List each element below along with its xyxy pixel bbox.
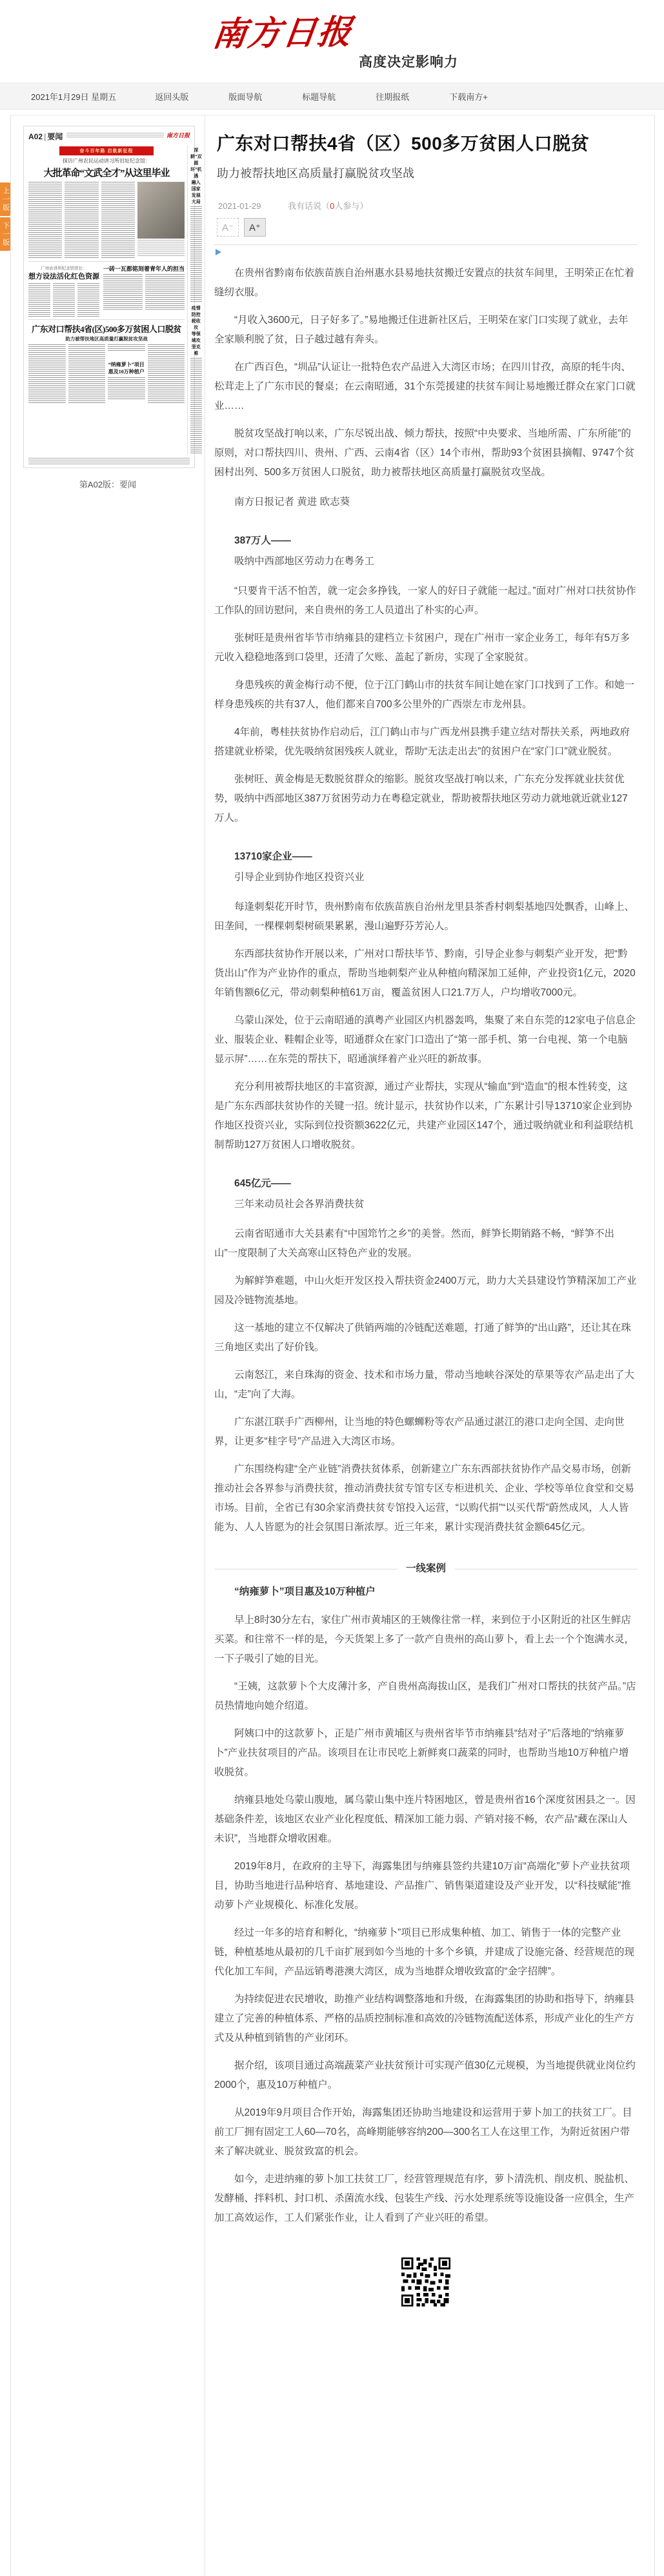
newspaper-logo: 南方日报 xyxy=(210,12,356,54)
preview-text-block xyxy=(148,344,185,404)
preview-headline-4-sub: 助力被帮扶地区高质量打赢脱贫攻坚战 xyxy=(65,336,148,342)
nav-links xyxy=(155,90,528,103)
preview-headline-4: 广东对口帮扶4省(区)500多万贫困人口脱贫 xyxy=(32,324,181,334)
page-caption: 第A02版：要闻 xyxy=(79,480,137,489)
prev-page-tab[interactable]: 上一版 xyxy=(0,182,11,216)
preview-headline-5: “纳雍萝卜”项目惠及10万种植户 xyxy=(108,362,145,375)
article-title: 广东对口帮扶4省（区）500多万贫困人口脱贫 xyxy=(217,133,590,153)
qr-code-area xyxy=(214,2257,638,2306)
article-p: 这一基地的建立不仅解决了供销两端的冷链配送难题，打通了鲜笋的“出山路”，还让其在珠三角地区卖出了好价钱。 xyxy=(214,1322,631,1353)
preview-right-headline: 深耕“双循环”机遇 融入国家发展大局 xyxy=(190,148,202,204)
preview-red-banner: 奋斗百年路 启航新征程 xyxy=(59,146,153,155)
nav-link[interactable]: 往期报纸 xyxy=(376,92,410,102)
article-p: 张树旺、黄金梅是无数脱贫群众的缩影。脱贫攻坚战打响以来，广东充分发挥就业扶贫优势，吸纳中西部地区387万贫困劳动力在粤稳定就业，帮助被帮扶地区劳动力就地就近就业127万人。 xyxy=(214,774,628,823)
preview-text-block xyxy=(28,283,50,317)
article-p: 广东围绕构建“全产业链”消费扶贫体系，创新建立广东东西部扶贫协作产品交易市场，创新推动社会各界参与消费扶贫，推动消费扶贫专馆专区专柜进机关、企业、学校等单位食堂和交易市场。目前，全省已有30余家消费扶贫专馆投入运营，“以购代捐”“以买代帮”蔚然成风，人人皆能为、人人皆愿为的社会氛围日渐浓厚。近三年来，累计实现消费扶贫金额645亿元。 xyxy=(214,1464,635,1533)
preview-right-column xyxy=(187,145,202,455)
preview-text-block xyxy=(103,274,143,310)
article-p: 据介绍，该项目通过高端蔬菜产业扶贫预计可实现产值30亿元规模，为当地提供就业岗位约2000个，惠及10万种植户。 xyxy=(214,2060,636,2090)
article-h: 387万人—— xyxy=(234,535,291,546)
article-p: 经过一年多的培育和孵化，“纳雍萝卜”项目已形成集种植、加工、销售于一体的完整产业链，种植基地从最初的几千亩扩展到如今当地的十多个乡镇，并建成了设施完备、经营规范的现代化加工车间，产品远销粤港澳大湾区，成为当地群众增收致富的“金字招牌”。 xyxy=(214,1927,635,1977)
article-divider xyxy=(214,244,638,245)
preview-text-block xyxy=(77,283,99,317)
article-p: 充分利用被帮扶地区的丰富资源，通过产业帮扶，实现从“输血”到“造血”的根本性转变，这是广东东西部扶贫协作的关键一招。统计显示，扶贫协作以来，广东累计引导13710家企业到协作地区投资兴业，实际到位投资额3622亿元，共建产业园区147个，通过吸纳就业和利益联结机制帮助127万贫困人口增收脱贫。 xyxy=(214,1081,634,1150)
article-meta xyxy=(218,199,638,211)
sidebar xyxy=(11,115,205,2576)
comment-count: 0 xyxy=(330,201,335,211)
article-p: 脱贫攻坚战打响以来，广东尽锐出战、倾力帮扶，按照“中央要求、当地所需、广东所能”的原则，对口帮扶四川、贵州、广西、云南4省（区）14个市州，帮助93个贫困县摘帽、9747个贫困村出列、500多万贫困人口脱贫，助力被帮扶地区高质量打赢脱贫攻坚战。 xyxy=(214,428,635,478)
logo-tagline: 高度决定影响力 xyxy=(359,55,458,70)
preview-mini-logo: 南方日报 xyxy=(166,133,190,139)
article-sub: 三年来动员社会各界消费扶贫 xyxy=(234,1199,365,1210)
nav-link[interactable]: 版面导航 xyxy=(228,92,263,102)
article-p: 在贵州省黔南布依族苗族自治州惠水县易地扶贫搬迁安置点的扶贫车间里，王明荣正在忙着缝纫衣服。 xyxy=(214,268,635,298)
article-date: 2021-01-29 xyxy=(218,201,261,211)
preview-headline-3: 一砖一瓦都铭刻着青年人的担当 xyxy=(103,266,185,272)
preview-text-block xyxy=(65,182,98,258)
article-p: 为解鲜笋难题，中山火炬开发区投入帮扶资金2400万元，助力大关县建设竹笋精深加工产业园及冷链物流基地。 xyxy=(214,1275,637,1306)
article xyxy=(205,115,654,2576)
article-p: 阿姨口中的这款萝卜，正是广州市黄埔区与贵州省毕节市纳雍县“结对子”后落地的“纳雍萝卜”产业扶贫项目的产品。该项目在让市民吃上新鲜爽口蔬菜的同时，也帮助当地10万种植户增收脱贫。 xyxy=(214,1728,629,1778)
preview-text-block xyxy=(53,283,75,317)
article-p: 云南怒江，来自珠海的资金、技术和市场力量，带动当地峡谷深处的草果等农产品走出了大山，“走”向了大海。 xyxy=(214,1370,635,1400)
article-subtitle: 助力被帮扶地区高质量打赢脱贫攻坚战 xyxy=(217,167,414,180)
preview-text-block xyxy=(68,344,106,404)
article-sub: 吸纳中西部地区劳动力在粤务工 xyxy=(234,556,375,567)
article-h: 13710家企业—— xyxy=(234,851,312,862)
article-sub: 引导企业到协作地区投资兴业 xyxy=(234,872,365,883)
article-p: 乌蒙山深处，位于云南昭通的滇粤产业园区内机器轰鸣，集聚了来自东莞的12家电子信息企业、服装企业、鞋帽企业等，昭通群众在家门口造出了“第一部手机、第一台电视、第一个电脑显示屏”……在东莞的帮扶下，昭通演绎着产业兴旺的新故事。 xyxy=(214,1015,636,1065)
preview-footer-lines xyxy=(28,458,190,464)
font-size-controls xyxy=(217,218,638,237)
article-byline: 南方日报记者 黄进 欧志葵 xyxy=(234,497,350,507)
preview-photo xyxy=(137,182,185,239)
newspaper-page xyxy=(24,126,202,467)
content-container xyxy=(10,115,655,2576)
article-casetitle: “纳雍萝卜”项目惠及10万种植户 xyxy=(234,1586,376,1597)
article-p: 云南省昭通市大关县素有“中国筇竹之乡”的美誉。然而，鲜笋长期销路不畅，“鲜笋不出山”一度限制了大关高寒山区特色产业的发展。 xyxy=(214,1228,614,1259)
article-p: “月收入3600元，日子好多了。”易地搬迁住进新社区后，王明荣在家门口实现了就业，去年全家顺利脱了贫，日子越过越有奔头。 xyxy=(214,315,629,345)
preview-right-headline-2: 疫情防控税收攻 等领域攻坚克难 xyxy=(191,306,201,356)
preview-text-block xyxy=(190,206,202,303)
nav-link[interactable]: 标题导航 xyxy=(302,92,336,102)
article-p: 每逢刺梨花开时节，贵州黔南布依族苗族自治州龙里县茶香村刺梨基地四处飘香，山峰上、田垄间，一棵棵刺梨树硕果累累，漫山遍野芬芳沁人。 xyxy=(214,901,635,932)
article-h: 645亿元—— xyxy=(234,1178,291,1189)
article-p: 广东湛江联手广西柳州，让当地的特色螺蛳粉等农产品通过湛江的港口走向全国、走向世界，让更多“桂字号”产品进入大湾区市场。 xyxy=(214,1417,625,1447)
preview-meta-lines xyxy=(66,133,164,138)
article-body xyxy=(214,264,638,2228)
blue-triangle-marker xyxy=(216,249,221,255)
preview-headline-2: 想方设法活化红色资源 xyxy=(28,273,99,280)
preview-kicker: 探访广州农民运动讲习所旧址纪念馆： xyxy=(63,158,150,164)
header xyxy=(0,0,664,83)
nav-date: 2021年1月29日 星期五 xyxy=(31,92,117,102)
article-p: 身患残疾的黄金梅行动不便，位于江门鹤山市的扶贫车间让她在家门口找到了工作。和她一样身患残疾的共有37人，他们都来自700多公里外的广西崇左市龙州县。 xyxy=(214,680,635,710)
article-p: “王姨，这款萝卜个大皮薄汁多，产自贵州高海拔山区，是我们广州对口帮扶的扶贫产品。”店员热情地向她介绍道。 xyxy=(214,1681,636,1711)
nav-bar xyxy=(0,83,664,110)
article-p: 在广西百色，“圳品”认证让一批特色农产品进入大湾区市场；在四川甘孜，高原的牦牛肉、松茸走上了广东市民的餐桌；在云南昭通，31个东莞援建的扶贫车间让易地搬迁群众在家门口就业…… xyxy=(214,362,636,411)
article-p: “只要肯干活不怕苦，就一定会多挣钱，一家人的好日子就能一起过。”面对广州对口扶贫协作工作队的回访慰问，来自贵州的务工人员道出了朴实的心声。 xyxy=(214,585,636,616)
article-p: 如今，走进纳雍的萝卜加工扶贫工厂，经营管理规范有序，萝卜清洗机、削皮机、脱盐机、发酵桶、拌料机、封口机、杀菌流水线、包装生产线、污水处理系统等设施设备一应俱全，生产加工高效运作，工人们紧张作业，让人看到了产业兴旺的希望。 xyxy=(214,2174,635,2223)
article-casehead: 一线案例 xyxy=(214,1559,638,1578)
font-smaller-button[interactable]: A⁻ xyxy=(217,218,239,237)
font-larger-button[interactable]: A⁺ xyxy=(244,218,266,237)
preview-text-block xyxy=(28,344,66,404)
preview-text-block xyxy=(190,358,202,455)
comment-link[interactable]: 我有话说（0人参与） xyxy=(288,201,368,211)
nav-link[interactable]: 返回头版 xyxy=(155,92,189,102)
nav-link[interactable]: 下载南方+ xyxy=(449,92,488,102)
preview-text-block xyxy=(28,182,62,258)
article-p: 4年前，粤桂扶贫协作启动后，江门鹤山市与广西龙州县携手建立结对帮扶关系，两地政府搭建就业桥梁，优先吸纳贫困残疾人就业，帮助“无法走出去”的贫困户在“家门口”就业脱贫。 xyxy=(214,727,630,757)
article-p: 2019年8月，在政府的主导下，海露集团与纳雍县签约共建10万亩“高端化”萝卜产业扶贫项目，协助当地进行品种培育、基地建设、产品推广、销售渠道建设及产业开发，以“科技赋能”推动萝卜产业规模化、标准化发展。 xyxy=(214,1861,631,1911)
article-p: 从2019年9月项目合作开始，海露集团还协助当地建设和运营用于萝卜加工的扶贫工厂。目前工厂拥有固定工人60—70名，高峰期能够容纳200—300名工人在这里工作，为附近贫困户带来了解决就业、脱贫致富的机会。 xyxy=(214,2107,632,2157)
preview-mid-kicker: 广州农讲所纪念馆馆长： xyxy=(41,266,87,271)
preview-text-block xyxy=(101,182,135,258)
preview-text-block xyxy=(145,274,185,310)
qr-code-icon xyxy=(401,2257,450,2306)
article-p: 纳雍县地处乌蒙山腹地，属乌蒙山集中连片特困地区，曾是贵州省16个深度贫困县之一。因基础条件差，该地区农业产业化程度低、精深加工能力弱、产销对接不畅，农产品“藏在深山人未识”，当地群众增收困难。 xyxy=(214,1794,636,1844)
preview-headline-1: 大批革命“文武全才”从这里毕业 xyxy=(43,168,170,179)
preview-page-label: A02 | 要闻 xyxy=(28,132,63,141)
article-p: 张树旺是贵州省毕节市纳雍县的建档立卡贫困户，现在广州市一家企业务工，每年有5万多元收入稳稳地落到口袋里，还清了欠账、盖起了新房，实现了全家脱贫。 xyxy=(214,633,630,663)
preview-photo-caption xyxy=(137,240,185,257)
newspaper-page-preview[interactable] xyxy=(23,126,202,468)
article-p: 早上8时30分左右，家住广州市黄埔区的王姨像往常一样，来到位于小区附近的社区生鲜店买菜。和往常不一样的是，今天货架上多了一款产自贵州的高山萝卜，看上去一个个饱满水灵，一下子吸引了她的目光。 xyxy=(214,1615,635,1664)
article-p: 为持续促进农民增收，助推产业结构调整落地和升级，在海露集团的协助和指导下，纳雍县建立了完善的种植体系、严格的品质控制标准和高效的冷链物流配送体系，形成产业化的生产方式及从种植到销售的产业闭环。 xyxy=(214,1994,635,2043)
article-p: 东西部扶贫协作开展以来，广州对口帮扶毕节、黔南，引导企业参与刺梨产业开发，把“黔货出山”作为产业协作的重点，帮助当地刺梨产业从种植向精深加工延伸，产业投资1亿元，2020年销售额6亿元，带动刺梨种植61万亩，覆盖贫困人口21.7万人，户均增收7000元。 xyxy=(214,949,636,998)
next-page-tab[interactable]: 下一版 xyxy=(0,217,11,251)
